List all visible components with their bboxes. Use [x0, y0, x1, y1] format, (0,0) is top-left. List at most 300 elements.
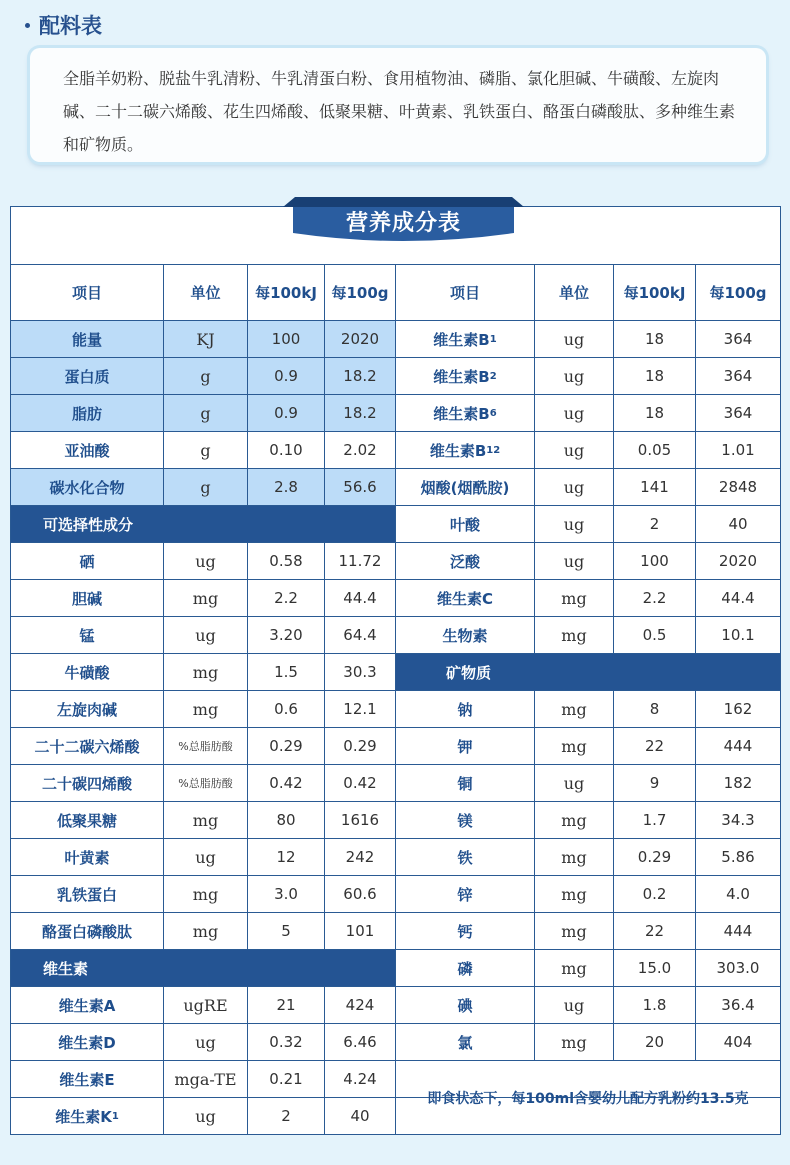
value-per100kj-text: 15.0	[637, 959, 672, 977]
nutrient-name	[395, 580, 534, 616]
nutrient-name	[11, 617, 163, 653]
subscript: 1	[489, 333, 497, 345]
nutrient-name-text: 铁	[457, 848, 473, 867]
nutrient-unit-text: ug	[195, 847, 216, 867]
nutrient-name-text: 牛磺酸	[64, 663, 110, 682]
value-per100g-text: 40	[728, 515, 748, 533]
nutrient-name	[11, 321, 163, 357]
table-row	[11, 431, 780, 468]
table-header-row	[11, 264, 780, 320]
nutrient-name	[11, 913, 163, 949]
value-per100kj-text: 3.0	[274, 885, 298, 903]
ingredients-title: 配料表	[39, 14, 102, 38]
nutrient-unit	[163, 395, 247, 431]
value-per100kj	[247, 1098, 324, 1134]
nutrient-unit	[163, 321, 247, 357]
nutrient-unit	[534, 876, 613, 912]
table-row	[11, 801, 780, 838]
value-per100kj	[247, 321, 324, 357]
value-per100g-text: 44.4	[343, 589, 377, 607]
value-per100g	[324, 321, 395, 357]
table-row	[11, 616, 780, 653]
nutrient-unit-text: KJ	[196, 329, 215, 349]
nutrient-unit-text: ug	[563, 773, 585, 793]
nutrient-unit-text: ug	[195, 1106, 216, 1126]
nutrient-unit-text: mga-TE	[174, 1069, 237, 1089]
value-per100kj-text: 0.05	[637, 441, 672, 459]
nutrient-unit-text: ug	[563, 551, 585, 571]
value-per100kj-text: 12	[276, 848, 296, 866]
value-per100g	[324, 876, 395, 912]
table-row	[11, 653, 780, 690]
nutrition-table	[10, 206, 781, 1135]
nutrient-name	[395, 469, 534, 505]
value-per100kj	[247, 1024, 324, 1060]
nutrient-name	[395, 543, 534, 579]
value-per100kj-text: 2.2	[274, 589, 298, 607]
nutrient-unit-text: mg	[561, 588, 587, 608]
value-per100kj-text: 0.9	[274, 404, 298, 422]
value-per100g	[695, 321, 780, 357]
table-row	[11, 838, 780, 875]
nutrient-unit	[163, 987, 247, 1023]
value-per100kj	[613, 506, 695, 542]
nutrient-unit	[163, 1098, 247, 1134]
value-per100g-text: 182	[723, 774, 753, 792]
nutrient-name-text: 酪蛋白磷酸肽	[41, 922, 132, 941]
nutrient-name-text: 氯	[457, 1033, 473, 1052]
nutrient-name	[395, 950, 534, 986]
nutrient-name-text: 亚油酸	[64, 441, 110, 460]
nutrient-unit-text: g	[200, 366, 211, 386]
value-per100g-text: 424	[345, 996, 375, 1014]
nutrient-name-text: 蛋白质	[64, 367, 110, 386]
nutrient-unit-text: g	[200, 403, 211, 423]
nutrient-unit	[534, 358, 613, 394]
column-header	[11, 265, 163, 320]
value-per100g-text: 364	[723, 367, 753, 385]
nutrition-title-banner	[283, 207, 524, 249]
column-header	[395, 265, 534, 320]
column-header-text: 每100g	[331, 284, 389, 302]
nutrient-name	[11, 802, 163, 838]
section-header-text: 矿物质	[446, 663, 492, 682]
nutrient-name	[11, 1061, 163, 1097]
value-per100g-text: 101	[345, 922, 375, 940]
nutrient-name-text: 铜	[457, 774, 473, 793]
nutrient-unit	[534, 543, 613, 579]
nutrient-unit	[163, 876, 247, 912]
value-per100kj	[613, 395, 695, 431]
nutrient-name	[11, 1098, 163, 1134]
value-per100g	[695, 802, 780, 838]
nutrient-name-text: 胆碱	[71, 589, 102, 608]
nutrient-name-text: 硒	[79, 552, 95, 571]
nutrient-unit-text: %总脂肪酸	[178, 740, 233, 753]
nutrient-unit-text: ug	[563, 440, 585, 460]
nutrient-name	[395, 802, 534, 838]
column-header	[613, 265, 695, 320]
nutrient-unit	[534, 839, 613, 875]
value-per100kj	[247, 543, 324, 579]
value-per100g-text: 4.0	[726, 885, 750, 903]
nutrient-unit	[534, 728, 613, 764]
table-row	[11, 468, 780, 505]
value-per100kj-text: 8	[649, 700, 660, 718]
nutrient-name	[395, 432, 534, 468]
nutrient-name-text: 锰	[79, 626, 95, 645]
value-per100kj-text: 0.58	[269, 552, 303, 570]
nutrient-unit-text: mg	[561, 810, 587, 830]
value-per100g-text: 1.01	[721, 441, 755, 459]
value-per100g-text: 40	[350, 1107, 370, 1125]
nutrient-unit-text: mg	[561, 1032, 587, 1052]
value-per100g-text: 1616	[340, 811, 380, 829]
value-per100g	[324, 617, 395, 653]
nutrient-name	[11, 432, 163, 468]
value-per100g	[695, 728, 780, 764]
table-row	[11, 690, 780, 727]
value-per100kj	[247, 469, 324, 505]
value-per100g	[695, 580, 780, 616]
nutrient-name-text: 烟酸(烟酰胺)	[420, 478, 510, 497]
value-per100g-text: 162	[723, 700, 753, 718]
nutrient-unit	[534, 802, 613, 838]
value-per100kj-text: 22	[644, 922, 665, 940]
table-row	[11, 357, 780, 394]
nutrient-unit-text: mg	[192, 884, 219, 904]
value-per100g-text: 364	[723, 404, 753, 422]
nutrient-unit-text: mg	[561, 625, 587, 645]
nutrient-name	[11, 728, 163, 764]
value-per100g	[695, 543, 780, 579]
value-per100kj	[247, 913, 324, 949]
bullet-dot-icon	[25, 23, 30, 28]
nutrient-name-text: 磷	[457, 959, 473, 978]
value-per100kj-text: 5	[281, 922, 291, 940]
value-per100kj-text: 20	[644, 1033, 665, 1051]
value-per100g-text: 303.0	[716, 959, 760, 977]
nutrient-unit	[163, 839, 247, 875]
subscript: 1	[111, 1110, 119, 1122]
value-per100g-text: 2020	[718, 552, 758, 570]
table-row	[11, 727, 780, 764]
nutrient-unit-text: ug	[563, 514, 585, 534]
value-per100kj	[247, 654, 324, 690]
value-per100g-text: 2.02	[343, 441, 377, 459]
value-per100kj	[613, 691, 695, 727]
value-per100kj-text: 100	[640, 552, 669, 570]
nutrient-unit	[534, 913, 613, 949]
value-per100g	[324, 580, 395, 616]
nutrient-name-text: 钙	[457, 922, 473, 941]
value-per100g-text: 2020	[340, 330, 380, 348]
table-row	[11, 542, 780, 579]
value-per100g-text: 0.42	[343, 774, 377, 792]
value-per100g	[695, 691, 780, 727]
nutrient-unit	[534, 950, 613, 986]
value-per100g-text: 11.72	[338, 552, 382, 570]
nutrient-unit-text: ug	[195, 1032, 216, 1052]
value-per100kj	[613, 543, 695, 579]
nutrient-name-text: 叶酸	[449, 515, 480, 534]
value-per100kj	[613, 802, 695, 838]
nutrient-unit-text: g	[200, 477, 211, 497]
value-per100kj	[613, 469, 695, 505]
value-per100kj-text: 0.29	[269, 737, 303, 755]
nutrient-name	[11, 765, 163, 801]
nutrient-name	[11, 580, 163, 616]
value-per100g	[324, 1098, 395, 1134]
value-per100kj	[247, 395, 324, 431]
nutrient-name-text: 二十二碳六烯酸	[34, 737, 140, 756]
nutrient-name-text: 左旋肉碱	[56, 700, 117, 719]
value-per100kj	[613, 728, 695, 764]
nutrient-name-text: 二十碳四烯酸	[41, 774, 132, 793]
nutrient-unit-text: %总脂肪酸	[178, 777, 233, 790]
value-per100g-text: 444	[723, 922, 753, 940]
value-per100kj-text: 0.42	[269, 774, 303, 792]
value-per100g	[695, 617, 780, 653]
value-per100g-text: 18.2	[343, 367, 377, 385]
nutrient-unit	[163, 543, 247, 579]
nutrient-unit	[534, 617, 613, 653]
nutrient-name	[11, 839, 163, 875]
value-per100kj-text: 0.2	[642, 885, 667, 903]
column-header	[695, 265, 780, 320]
column-header-text: 每100kJ	[255, 284, 317, 302]
nutrient-unit	[534, 1024, 613, 1060]
value-per100g	[324, 432, 395, 468]
nutrient-unit	[163, 802, 247, 838]
nutrient-unit	[534, 691, 613, 727]
value-per100kj-text: 100	[271, 330, 301, 348]
nutrient-name	[11, 358, 163, 394]
nutrient-name-text: 维生素E	[59, 1070, 115, 1089]
nutrient-unit	[163, 765, 247, 801]
value-per100g-text: 6.46	[343, 1033, 377, 1051]
value-per100g	[695, 432, 780, 468]
nutrient-name-text: 维生素B	[433, 367, 490, 386]
nutrient-name-text: 锌	[457, 885, 473, 904]
nutrient-name	[395, 691, 534, 727]
nutrient-name	[11, 395, 163, 431]
nutrient-name	[395, 617, 534, 653]
nutrient-unit-text: mg	[561, 921, 587, 941]
value-per100kj-text: 1.5	[274, 663, 298, 681]
nutrient-name-text: 能量	[71, 330, 102, 349]
value-per100g	[695, 765, 780, 801]
nutrient-name	[11, 691, 163, 727]
nutrient-name-text: 维生素D	[58, 1033, 116, 1052]
value-per100kj-text: 1.8	[642, 996, 667, 1014]
value-per100kj	[613, 765, 695, 801]
section-header-text: 维生素	[43, 959, 89, 978]
nutrient-unit	[534, 469, 613, 505]
value-per100kj	[247, 617, 324, 653]
value-per100g-text: 30.3	[343, 663, 377, 681]
nutrient-name-text: 镁	[457, 811, 473, 830]
nutrition-title: 营养成分表	[345, 210, 461, 236]
nutrient-name-text: 维生素B	[433, 404, 490, 423]
value-per100kj	[247, 839, 324, 875]
nutrient-unit	[163, 728, 247, 764]
nutrient-unit	[163, 617, 247, 653]
value-per100kj	[613, 876, 695, 912]
nutrient-name-text: 叶黄素	[64, 848, 110, 867]
nutrient-name-text: 维生素A	[58, 996, 116, 1015]
nutrient-name-text: 维生素B	[429, 441, 487, 460]
value-per100g	[324, 469, 395, 505]
value-per100g-text: 0.29	[343, 737, 377, 755]
value-per100g	[324, 987, 395, 1023]
value-per100kj	[247, 728, 324, 764]
value-per100g-text: 56.6	[343, 478, 377, 496]
value-per100kj-text: 0.32	[269, 1033, 303, 1051]
value-per100kj	[247, 876, 324, 912]
table-row	[11, 912, 780, 949]
value-per100kj	[247, 691, 324, 727]
value-per100kj-text: 1.7	[642, 811, 667, 829]
value-per100kj	[613, 358, 695, 394]
nutrient-name-text: 维生素K	[55, 1107, 112, 1126]
table-row	[11, 949, 780, 986]
section-header	[11, 950, 395, 986]
table-row	[11, 320, 780, 357]
value-per100kj-text: 141	[640, 478, 669, 496]
value-per100g	[695, 876, 780, 912]
nutrient-unit	[534, 432, 613, 468]
value-per100g	[324, 765, 395, 801]
value-per100g-text: 12.1	[343, 700, 377, 718]
value-per100kj	[247, 580, 324, 616]
nutrient-name	[395, 395, 534, 431]
value-per100kj	[613, 617, 695, 653]
value-per100g	[324, 728, 395, 764]
value-per100kj	[247, 765, 324, 801]
nutrient-unit-text: ug	[563, 366, 585, 386]
value-per100kj	[247, 1061, 324, 1097]
value-per100kj	[613, 913, 695, 949]
table-row	[11, 579, 780, 616]
section-header	[11, 506, 395, 542]
value-per100kj	[613, 580, 695, 616]
nutrient-unit-text: mg	[561, 736, 587, 756]
ingredients-heading	[25, 8, 102, 42]
nutrient-unit	[163, 691, 247, 727]
subscript: 12	[486, 444, 501, 456]
column-header-text: 项目	[71, 284, 102, 302]
nutrient-unit	[534, 987, 613, 1023]
value-per100g-text: 4.24	[343, 1070, 377, 1088]
nutrient-unit-text: mg	[561, 958, 587, 978]
nutrient-unit-text: mg	[561, 884, 587, 904]
value-per100g-text: 36.4	[721, 996, 755, 1014]
value-per100g	[324, 802, 395, 838]
value-per100g-text: 60.6	[343, 885, 377, 903]
value-per100kj-text: 0.29	[637, 848, 672, 866]
nutrient-name	[395, 358, 534, 394]
nutrient-unit	[534, 395, 613, 431]
value-per100g-text: 18.2	[343, 404, 377, 422]
nutrient-unit-text: ug	[563, 477, 585, 497]
nutrient-unit-text: mg	[192, 810, 219, 830]
nutrient-name	[11, 654, 163, 690]
value-per100g-text: 364	[723, 330, 753, 348]
nutrient-name-text: 泛酸	[449, 552, 480, 571]
value-per100g	[695, 469, 780, 505]
value-per100g	[695, 506, 780, 542]
column-header-text: 项目	[449, 284, 480, 302]
value-per100kj-text: 2.2	[642, 589, 667, 607]
nutrient-name	[395, 765, 534, 801]
value-per100g	[324, 1061, 395, 1097]
nutrient-unit-text: mg	[561, 847, 587, 867]
value-per100kj-text: 18	[644, 404, 665, 422]
nutrient-name	[395, 913, 534, 949]
value-per100kj-text: 9	[649, 774, 660, 792]
nutrient-unit-text: mg	[192, 588, 219, 608]
value-per100kj-text: 2	[649, 515, 660, 533]
value-per100g	[695, 395, 780, 431]
value-per100kj-text: 0.6	[274, 700, 298, 718]
value-per100kj-text: 0.9	[274, 367, 298, 385]
value-per100kj-text: 80	[276, 811, 296, 829]
value-per100g	[324, 1024, 395, 1060]
nutrient-name	[11, 469, 163, 505]
nutrient-name-text: 碳水化合物	[49, 478, 125, 497]
value-per100kj	[613, 950, 695, 986]
ingredients-text: 全脂羊奶粉、脱盐牛乳清粉、牛乳清蛋白粉、食用植物油、磷脂、氯化胆碱、牛磺酸、左旋肉碱、二十二碳六烯酸、花生四烯酸、低聚果糖、叶黄素、乳铁蛋白、酪蛋白磷酸肽、多种维生素和矿物质。	[63, 69, 736, 154]
column-header	[247, 265, 324, 320]
value-per100g	[695, 1024, 780, 1060]
value-per100g-text: 242	[345, 848, 375, 866]
value-per100kj-text: 21	[276, 996, 296, 1014]
nutrient-unit-text: mg	[192, 921, 219, 941]
value-per100kj	[247, 358, 324, 394]
nutrient-unit	[163, 1024, 247, 1060]
column-header	[163, 265, 247, 320]
value-per100g	[324, 913, 395, 949]
value-per100g-text: 10.1	[721, 626, 755, 644]
value-per100kj-text: 3.20	[269, 626, 303, 644]
nutrient-name	[11, 987, 163, 1023]
nutrient-unit	[163, 913, 247, 949]
value-per100g-text: 444	[723, 737, 753, 755]
table-row	[11, 394, 780, 431]
value-per100g	[695, 913, 780, 949]
column-header-text: 每100kJ	[623, 284, 686, 302]
value-per100kj-text: 0.10	[269, 441, 303, 459]
column-header-text: 单位	[190, 284, 221, 302]
nutrient-name-text: 钾	[457, 737, 473, 756]
value-per100g-text: 34.3	[721, 811, 755, 829]
value-per100kj	[613, 839, 695, 875]
value-per100kj	[613, 987, 695, 1023]
ingredients-box	[30, 48, 766, 162]
value-per100kj	[247, 802, 324, 838]
value-per100kj	[613, 432, 695, 468]
value-per100kj-text: 2.8	[274, 478, 298, 496]
nutrient-name-text: 乳铁蛋白	[56, 885, 117, 904]
serving-footnote: 即食状态下，每100ml含婴幼儿配方乳粉约13.5克	[395, 1060, 780, 1134]
value-per100g	[324, 654, 395, 690]
subscript: 6	[489, 407, 497, 419]
nutrient-unit-text: g	[200, 440, 211, 460]
nutrient-unit	[163, 580, 247, 616]
value-per100kj	[613, 321, 695, 357]
value-per100g	[695, 839, 780, 875]
